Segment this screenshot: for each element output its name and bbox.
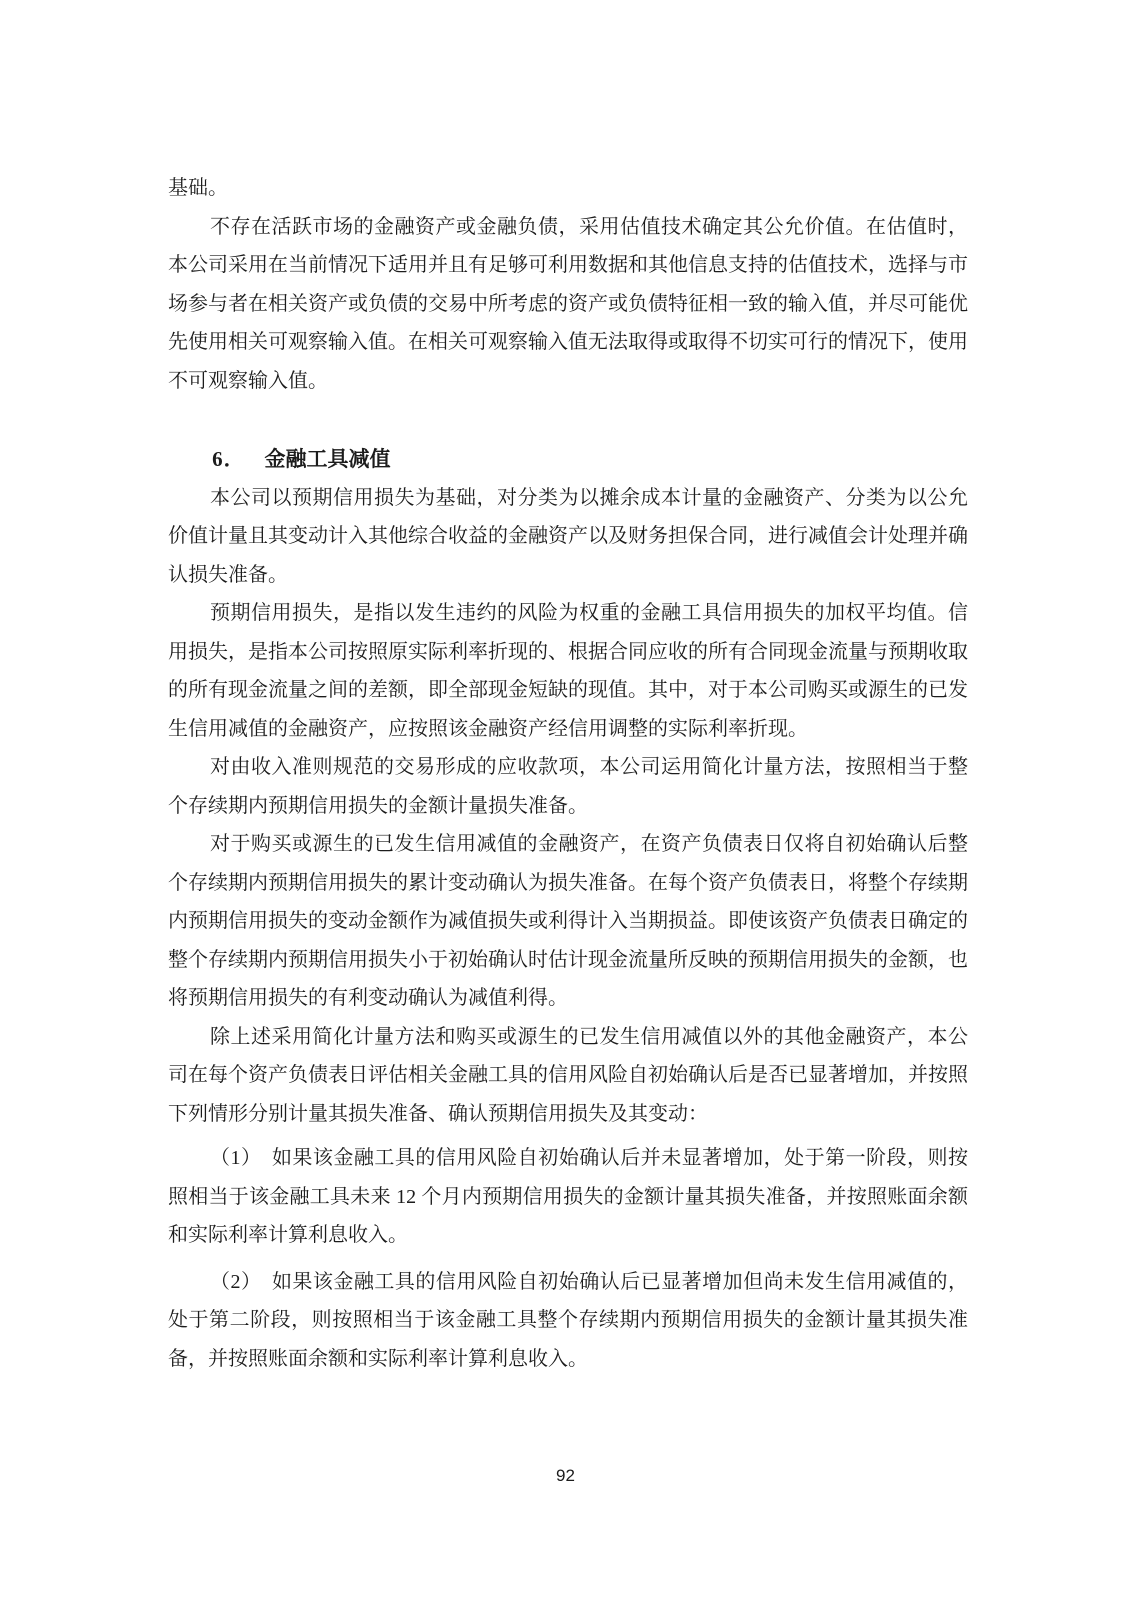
- paragraph-impairment-basis: 本公司以预期信用损失为基础，对分类为以摊余成本计量的金融资产、分类为以公允价值计量且其变动计入其他综合收益的金融资产以及财务担保合同，进行减值会计处理并确认损失准备。: [168, 486, 968, 586]
- document-body: [168, 169, 968, 1378]
- paragraph-fair-value-technique: 不存在活跃市场的金融资产或金融负债，采用估值技术确定其公允价值。在估值时，本公司采用在当前情况下适用并且有足够可利用数据和其他信息支持的估值技术，选择与市场参与者在相关资产或负债的交易中所考虑的资产或负债特征相一致的输入值，并尽可能优先使用相关可观察输入值。在相关可观察输入值无法取得或取得不切实可行的情况下，使用不可观察输入值。: [168, 215, 968, 392]
- section-number: 6．: [212, 447, 246, 471]
- paragraph-continuation-basis: 基础。: [168, 177, 228, 199]
- paragraph-purchased-credit-impaired: 对于购买或源生的已发生信用减值的金融资产，在资产负债表日仅将自初始确认后整个存续期内预期信用损失的累计变动确认为损失准备。在每个资产负债表日，将整个存续期内预期信用损失的变动金额作为减值损失或利得计入当期损益。即使该资产负债表日确定的整个存续期内预期信用损失小于初始确认时估计现金流量所反映的预期信用损失的金额，也将预期信用损失的有利变动确认为减值利得。: [168, 833, 968, 1009]
- section-title: 金融工具减值: [264, 447, 391, 471]
- paragraph-ecl-definition: 预期信用损失，是指以发生违约的风险为权重的金融工具信用损失的加权平均值。信用损失，是指本公司按照原实际利率折现的、根据合同应收的所有合同现金流量与预期收取的所有现金流量之间的差额，即全部现金短缺的现值。其中，对于本公司购买或源生的已发生信用减值的金融资产，应按照该金融资产经信用调整的实际利率折现。: [168, 602, 968, 740]
- page-footer: [0, 1466, 1131, 1486]
- section-heading-financial-instrument-impairment: [168, 440, 968, 479]
- paragraph-receivables-simplified-method: 对由收入准则规范的交易形成的应收款项，本公司运用简化计量方法，按照相当于整个存续期内预期信用损失的金额计量损失准备。: [168, 756, 968, 817]
- list-item-stage-one: （1） 如果该金融工具的信用风险自初始确认后并未显著增加，处于第一阶段，则按照相当于该金融工具未来 12 个月内预期信用损失的金额计量其损失准备，并按照账面余额和实际利率计算利息收入。: [168, 1147, 968, 1246]
- paragraph-other-assets-assessment: 除上述采用简化计量方法和购买或源生的已发生信用减值以外的其他金融资产，本公司在每个资产负债表日评估相关金融工具的信用风险自初始确认后是否已显著增加，并按照下列情形分别计量其损失准备、确认预期信用损失及其变动：: [168, 1025, 968, 1125]
- list-item-stage-two: （2） 如果该金融工具的信用风险自初始确认后已显著增加但尚未发生信用减值的，处于第二阶段，则按照相当于该金融工具整个存续期内预期信用损失的金额计量其损失准备，并按照账面余额和实际利率计算利息收入。: [168, 1270, 968, 1370]
- page-number: 92: [556, 1466, 575, 1485]
